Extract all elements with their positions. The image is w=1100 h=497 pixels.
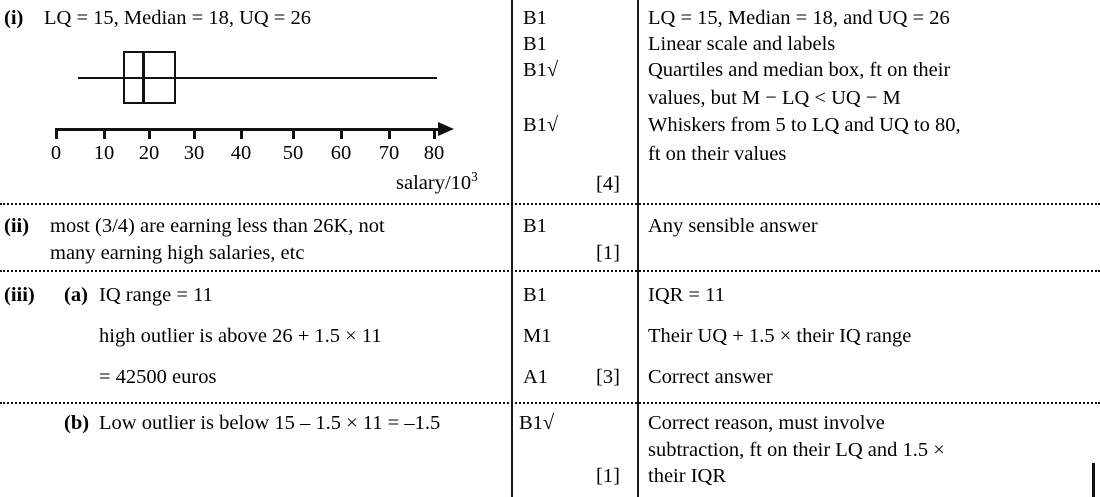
marks-iii-a-2: M1 (523, 325, 552, 347)
axis-tick-label-70: 70 (378, 142, 400, 164)
marks-i-1: B1 (523, 7, 547, 29)
guidance-iii-a-1: IQR = 11 (648, 284, 725, 306)
marks-total-i: [4] (596, 173, 620, 195)
guidance-iii-a-3: Correct answer (648, 366, 773, 388)
axis-tick-80 (433, 128, 436, 139)
guidance-i-5: Whiskers from 5 to LQ and UQ to 80, (648, 114, 961, 136)
guidance-ii-1: Any sensible answer (648, 215, 818, 237)
axis-tick-label-80: 80 (423, 142, 445, 164)
boxplot-box (123, 51, 176, 104)
marks-iii-a-1: B1 (523, 284, 547, 306)
row-label-i: (i) (4, 7, 24, 29)
axis-tick-label-10: 10 (93, 142, 115, 164)
axis-tick-label-40: 40 (230, 142, 252, 164)
row-iii-a-answer-line-3: = 42500 euros (99, 366, 217, 388)
row-sublabel-iii-b: (b) (64, 412, 90, 434)
axis-tick-60 (340, 128, 343, 139)
row-i-answer-line-1: LQ = 15, Median = 18, UQ = 26 (44, 7, 311, 29)
marks-i-2: B1 (523, 33, 547, 55)
column-divider-answer-marks (511, 0, 513, 497)
guidance-i-3: Quartiles and median box, ft on their (648, 59, 951, 81)
marks-i-4: B1√ (523, 114, 559, 136)
guidance-iii-b-3: their IQR (648, 465, 726, 487)
guidance-iii-b-1: Correct reason, must involve (648, 412, 885, 434)
guidance-i-2: Linear scale and labels (648, 33, 836, 55)
axis-tick-70 (388, 128, 391, 139)
axis-line (55, 128, 440, 131)
row-sublabel-iii-a: (a) (64, 284, 88, 306)
row-iii-b-answer-line-1: Low outlier is below 15 – 1.5 × 11 = –1.5 (99, 412, 441, 434)
axis-tick-20 (148, 128, 151, 139)
guidance-i-4: values, but M − LQ < UQ − M (648, 87, 901, 109)
boxplot-figure (0, 40, 505, 175)
row-iii-a-answer-line-1: IQ range = 11 (99, 284, 213, 306)
row-ii-answer-line-2: many earning high salaries, etc (50, 242, 305, 264)
marks-total-iii-a: [3] (596, 366, 620, 388)
row-divider-3 (0, 402, 1100, 404)
axis-tick-label-60: 60 (330, 142, 352, 164)
axis-tick-label-0: 0 (50, 142, 62, 164)
axis-tick-label-50: 50 (282, 142, 304, 164)
column-divider-marks-guidance (637, 0, 639, 497)
axis-caption-exponent: 3 (471, 169, 478, 185)
axis-tick-label-20: 20 (138, 142, 160, 164)
axis-caption (396, 169, 478, 195)
axis-arrow-icon (438, 122, 454, 136)
marks-total-iii-b: [1] (596, 465, 620, 487)
row-divider-1 (0, 203, 1100, 205)
marks-iii-b-1: B1√ (519, 412, 555, 434)
page-edge-mark (1092, 463, 1095, 497)
row-divider-2 (0, 270, 1100, 272)
axis-tick-50 (292, 128, 295, 139)
axis-tick-label-30: 30 (183, 142, 205, 164)
row-iii-a-answer-line-2: high outlier is above 26 + 1.5 × 11 (99, 325, 382, 347)
axis-tick-30 (193, 128, 196, 139)
guidance-i-1: LQ = 15, Median = 18, and UQ = 26 (648, 7, 950, 29)
row-ii-answer-line-1: most (3/4) are earning less than 26K, not (50, 215, 385, 237)
row-label-ii: (ii) (4, 215, 30, 237)
guidance-i-6: ft on their values (648, 143, 787, 165)
marks-ii-1: B1 (523, 215, 547, 237)
axis-tick-10 (103, 128, 106, 139)
marks-total-ii: [1] (596, 242, 620, 264)
boxplot-median-line (142, 51, 145, 104)
guidance-iii-a-2: Their UQ + 1.5 × their IQ range (648, 325, 912, 347)
axis-tick-0 (55, 128, 58, 139)
marks-iii-a-3: A1 (523, 366, 549, 388)
axis-tick-40 (240, 128, 243, 139)
row-label-iii: (iii) (4, 284, 35, 306)
axis-caption-text: salary/10 (396, 172, 472, 194)
marks-i-3: B1√ (523, 59, 559, 81)
guidance-iii-b-2: subtraction, ft on their LQ and 1.5 × (648, 439, 945, 461)
